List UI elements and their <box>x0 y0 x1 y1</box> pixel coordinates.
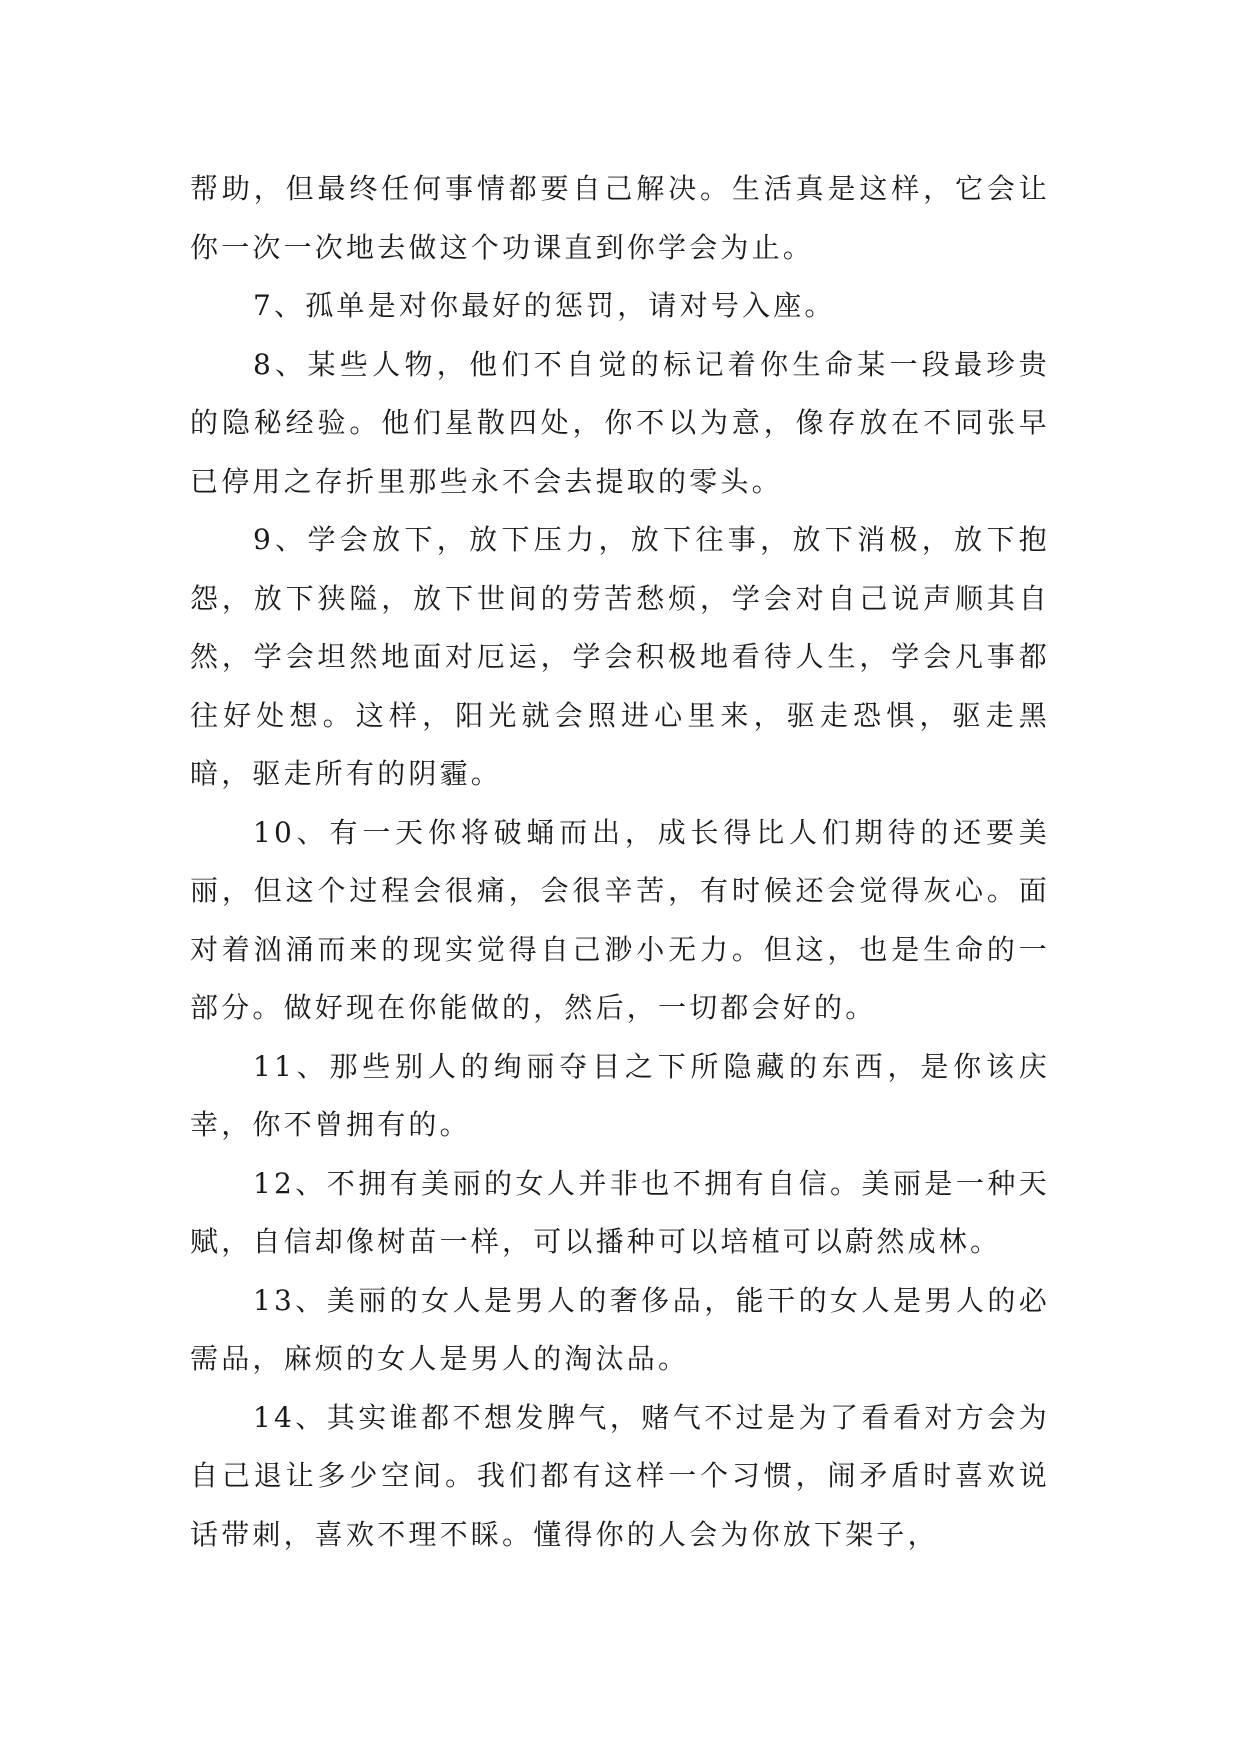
paragraph-10: 10、有一天你将破蛹而出，成长得比人们期待的还要美丽，但这个过程会很痛，会很辛苦，有时候还会觉得灰心。面对着汹涌而来的现实觉得自己渺小无力。但这，也是生命的一部分。做好现在你能做的，然后，一切都会好的。 <box>190 815 1050 1024</box>
paragraph-7: 7、孤单是对你最好的惩罚，请对号入座。 <box>253 289 836 322</box>
paragraph-11: 11、那些别人的绚丽夺目之下所隐藏的东西，是你该庆幸，你不曾拥有的。 <box>190 1049 1050 1141</box>
paragraph-12: 12、不拥有美丽的女人并非也不拥有自信。美丽是一种天赋，自信却像树苗一样，可以播种可以培植可以蔚然成林。 <box>190 1166 1050 1258</box>
paragraph-continued: 帮助，但最终任何事情都要自己解决。生活真是这样，它会让你一次一次地去做这个功课直到你学会为止。 <box>190 172 1050 264</box>
paragraph-13: 13、美丽的女人是男人的奢侈品，能干的女人是男人的必需品，麻烦的女人是男人的淘汰品。 <box>190 1283 1050 1375</box>
paragraph-8: 8、某些人物，他们不自觉的标记着你生命某一段最珍贵的隐秘经验。他们星散四处，你不以为意，像存放在不同张早已停用之存折里那些永不会去提取的零头。 <box>190 347 1050 498</box>
paragraph-14: 14、其实谁都不想发脾气，赌气不过是为了看看对方会为自己退让多少空间。我们都有这样一个习惯，闹矛盾时喜欢说话带刺，喜欢不理不睬。懂得你的人会为你放下架子， <box>190 1400 1050 1551</box>
document-body <box>190 160 1050 1564</box>
paragraph-9: 9、学会放下，放下压力，放下往事，放下消极，放下抱怨，放下狭隘，放下世间的劳苦愁烦，学会对自己说声顺其自然，学会坦然地面对厄运，学会积极地看待人生，学会凡事都往好处想。这样，阳光就会照进心里来，驱走恐惧，驱走黑暗，驱走所有的阴霾。 <box>190 523 1050 790</box>
